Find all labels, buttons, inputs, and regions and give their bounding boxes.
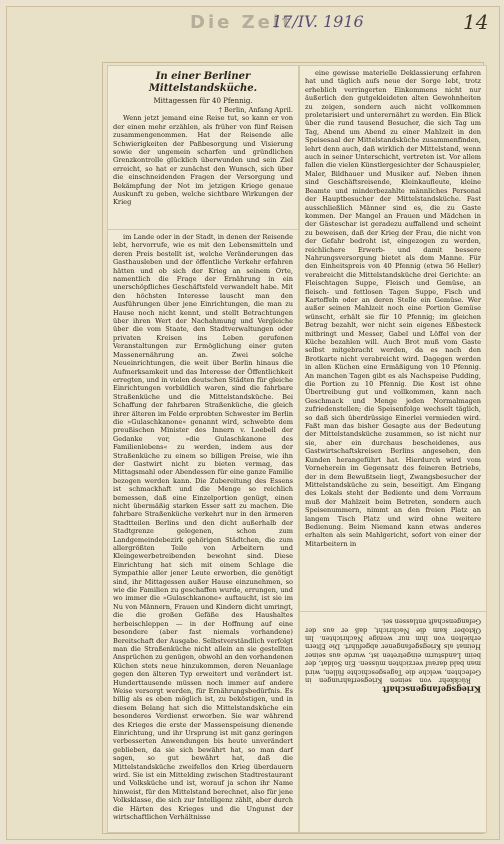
reverse-paragraph: Rückkehr von seinen Kriegserfahrungen in Gefechten, welche die Tagesgeschichte füllen, wird man bald darauf verzichten müssen. Ein Soldat, der beim Landsturm eingetreten ist, wurde aus seiner Heimat als Kriegsgefangener abgeführt. Die Eltern erhielten von ihm nur wenige Nachrichten. Im Oktober kam die Nachricht, daß er aus der Gefangenschaft entlassen sei. [305, 617, 481, 685]
article-subhead: Mittagessen für 40 Pfennig. [153, 97, 253, 105]
newspaper-masthead: Die Zeit [190, 12, 294, 33]
article-paragraph: eine gewisse materielle Deklassierung erfahren hat und täglich aufs neue der Sorge lebt, trotz erheblich verringerten Einkommens nicht nur äußerlich den gutgekleideten alten Gewohnheiten zu zeigen, sondern auch nicht vollkommen proletarisiert und unterernährt zu werden. Ein Blick über die rund tausend Besucher, die sich Tag um Tag, Abend um Abend zu einer Mahlzeit in den Speisesaal der Mittelstandsküche zusammenfinden, lehrt denn auch, daß wirklich der Mittelstand, wenn auch in seiner Unterschicht, vertreten ist. Vor allem fallen die vielen Künstlergesichter der Schauspieler, Maler, Bildhauer und Musiker auf. Neben ihnen sind Geschäftsreisende, Kleinkaufleute, kleine Beamte und minderbezahlte männliches Personal der Hauptbesucher der Mittelstandsküche. Fast ausschließlich Männer sind es, die zu Gaste kommen. Der Mangel an Frauen und Mädchen in der Gästeschar ist geradezu auffallend und scheint zu beweisen, daß der Krieg der Frau, die nicht von der Gefahr bedroht ist, eingezogen zu werden, reichlichere Erwerb- und damit bessere Nahrungsversorgung bietet als dem Manne. Für den Einheitspreis von 40 Pfennig (etwa 56 Heller) verabreicht die Mittelstandsküche drei Gerichte: an Fleischtagen Suppe, Fleisch und Gemüse, an fleisch- und fettlosen Tagen Suppe, Fisch und Kartoffeln oder an deren Stelle ein Gemüse. Wer außer seinen Mahlzeit noch eine Portion Gemüse wünscht, erhält sie für 10 Pfennig; im gleichen Betrag bezahlt, wer nicht sein eigenes Eßbesteck mitbringt und Messer, Gabel und Löffel von der Küche bezahlen will. Auch Brot muß vom Gaste selbst mitgebracht werden, da es nach den Brotkarte nicht verabreicht wird. Dagegen werden in allen Küchen eine Ermäßigung von 10 Pfennig. An manchen Tagen gibt es als Nachspeise Pudding, die Portion zu 10 Pfennig. Die Kost ist ohne Übertreibung gut und vollkommen, kann nach Geschmack und Menge jeden Normalmagen zufriedenstellen; die Speisenfolge wechselt täglich, so daß sich überdrüssige Einerlei vermieden wird. Faßt man das bisher Gesagte aus der Bedeutung der Mittelstandsküche zusammen, so ist nicht nur sie, aber ein durchaus bescheidenes, aus Gastwirtschaftskreisen Berlins angesehen, den Kunden herangeführt hat. Hierdurch wird vom Vorneherein im Gegensatz des feineren Betriebs, der in dem Bewußtsein liegt, Zwangsbesucher der Mittelstandsküche zu sein, beseitigt. Am Eingang des Lokals steht der Bediente und dem Vorraum muß der Mahlzeit beim Betreten, sondern auch Speisenummern, nimmt an den freien Platz an langem Tisch Platz und wird ohne weitere Bedienung. Beim Niemand kann etwas anderes erhalten als sein Mahlgericht, sofort von einer der Mitarbeitern in [305, 69, 481, 548]
clipping-column-1-bottom [108, 230, 298, 832]
article-dateline: † Berlin, Anfang April. [218, 106, 293, 114]
page-number: 14 [463, 10, 489, 34]
article-headline: In einer Berliner Mittelstandsküche. [148, 71, 258, 94]
article-paragraph: im Lande oder in der Stadt, in denen der Reisende lebt, hervorrufe, wie es mit den Lebensmitteln und deren Preis bestellt ist, welche Veränderungen das Gasthausleben und der öffentliche Verkehr erfahren hätten und ob sich der Krieg an seinem Orte, namentlich die Frage der Ernährung in ein unerschöpfliches Geschäftsfeld verwandelt habe. Mit den höchsten Interesse lauscht man den Ausführungen über jene Einrichtungen, die man zu Hause noch nicht kennt, und stellt Betrachtungen über ihren Wert der Nachahmung und Vergleiche über die vom Staate, den Stadtverwaltungen oder privaten Kreisen ins Leben gerufenen Veranstaltungen zur Ermöglichung einer guten Massenernährung an. Zwei solche Neueinrichtungen, die weit über Berlin hinaus die Aufmerksamkeit und das Interesse der Öffentlichkeit erregten, und in vielen deutschen Städten für gleiche Einrichtungen vorbildlich waren, sind die fahrbare Straßenküche und die Mittelstandsküche. Bei Schaffung der fahrbaren Straßenküche, die gleich ihrer älteren im Felde erprobten Schwester im Berlin die »Gulaschkanone« genannt wird, schwebte dem preußischen Minister des Innern v. Loebell der Gedanke vor, »die Gulaschkanone des Familienlebens« zu werden, indem aus der Straßenküche zu einem so billigen Preise, wie ihn der Gastwirt nicht zu bieten vermag, das Mittagsmahl oder Abendessen für eine ganze Familie bezogen werden kann. Die Zubereitung des Essens ist schmackhaft und die Menge so reichlich bemessen, daß eine Einzelportion genügt, einen nicht übermäßig starken Esser satt zu machen. Die fahrbare Straßenküche verkehrt nur in den ärmeren Stadtteilen Berlins und den dicht außerhalb der Stadtgrenze gelegenen, schon zum Landgemeindebezirk gehörigen Städtchen, die zum allergrößten Teile von Arbeitern und Kleingewerbetreibenden bewohnt sind. Diese Einrichtung hat sich mit einem Schlage die Sympathie aller jener Leute erworben, die genötigt sind, ihr Mittagessen außer Hause einzunehmen, so wie die Familien zu geschaffen wurde, errungen, und wo immer die »Gulaschkanone« auftaucht, ist sie im Nu von Männern, Frauen und Kindern dicht umringt, die die großen Gefäße des Haushaltes herbeischleppen — in der Hoffnung auf eine besondere (aber fast niemals vorhandene) Bereitschaft der Ausgabe. Selbstverständlich verfolgt man die Straßenküche nicht allein an sie gestellten Ansprüchen zu genügen, obwohl an den vorhandenen Küchen stets neue hinzukommen, deren Neuanlage gegen den älteren Typ erweitert und verändert ist. Hunderttausende müssen noch immer auf andere Weise versorgt werden, für Ernährungsbedürfnis. Es billig als es eben möglich ist, zu beköstigen, und in diesem Belang hat sich die Mittelstandsküche ein besonderes Verdienst erworben. Sie war während des Krieges die erste der Massenspeisung dienende Einrichtung, und ihr Ursprung ist mit ganz geringen verbesserten Anwendungen bis heute unverändert geblieben, da sie sich bewährt hat, so man darf sagen, so gut bewährt hat, daß die Mittelstandsküche zweifellos den Krieg überdauern wird. Sie ist ein Mittelding zwischen Stadtrestaurant und Volksküche und ist, worauf ja schon ihr Name hinweist, für den Mittelstand berechnet, also für jene Volksklasse, die sich zur Intelligenz zählt, aber durch die Härten des Krieges und die Ungunst der wirtschaftlichen Verhältnisse [113, 233, 293, 822]
clipping-column-1-top [108, 66, 298, 232]
article-paragraph: Wenn jetzt jemand eine Reise tut, so kann er von der einen mehr erzählen, als früher von fünf Reisen zusammengenommen. Hat der Reisende alle Schwierigkeiten der Paßbesorgung und Visierung sowie der ungemein scharfen und gründlichen Grenzkontrolle glücklich überwunden und sein Ziel erreicht, so hat er zunächst den Wunsch, sich über die einschneidenden Fragen der Versorgung und Bekämpfung der Not im jetzigen Kriege genaue Auskunft zu geben, welche sichtbare Wirkungen der Krieg [113, 114, 293, 207]
clipping-column-2-top [300, 66, 486, 614]
handwritten-date: 17/IV. 1916 [272, 12, 364, 31]
reverse-headline: Kriegsgefangenschaft [382, 684, 481, 695]
clipping-column-2-bottom-reverse [300, 612, 486, 832]
upside-down-text-block [305, 617, 481, 694]
